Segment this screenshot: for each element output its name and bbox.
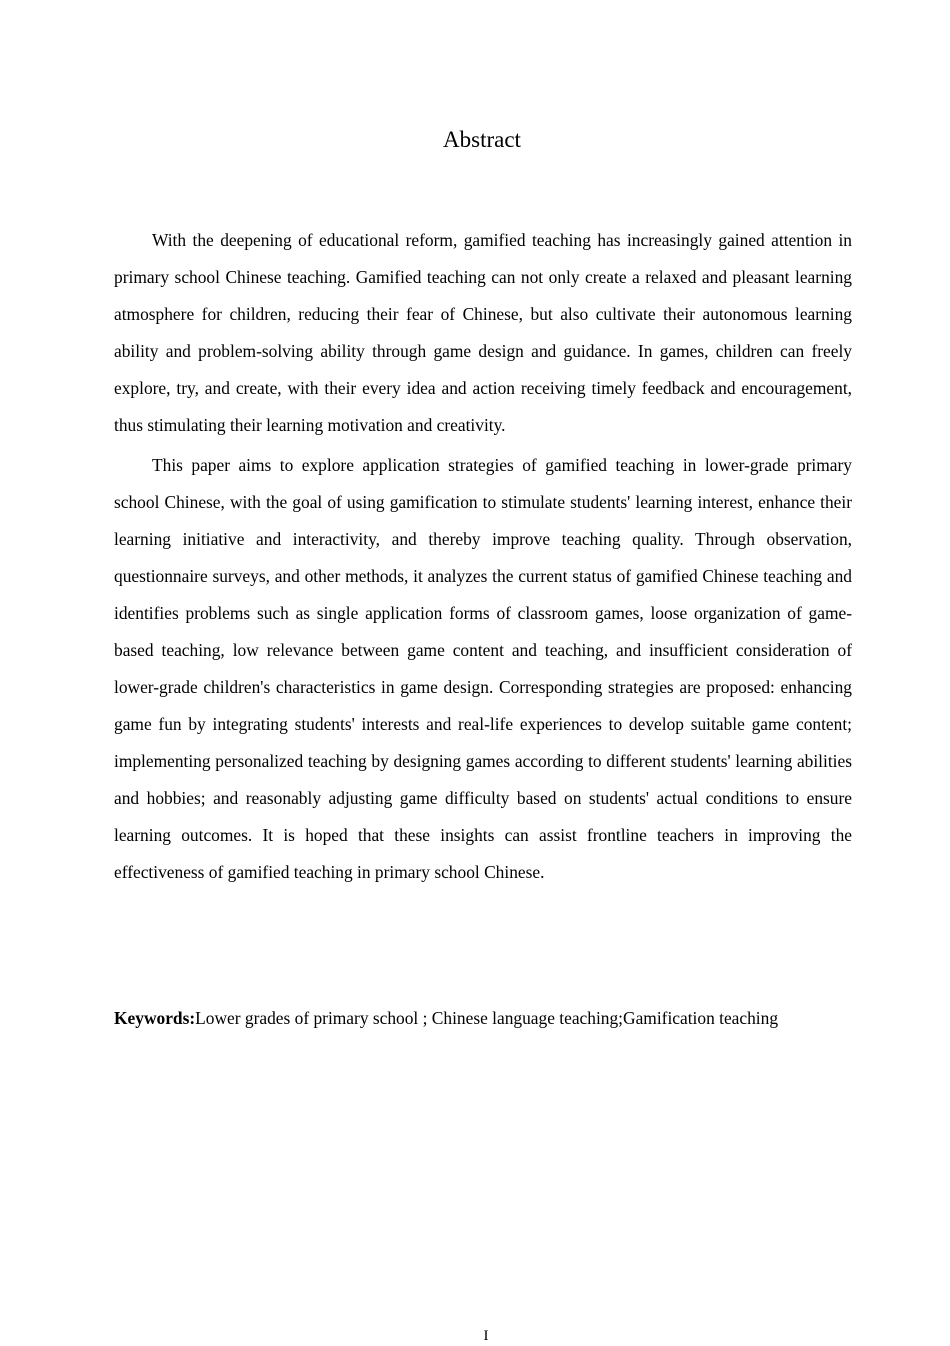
keywords-label: Keywords: bbox=[114, 1008, 196, 1028]
abstract-paragraph-1: With the deepening of educational reform, gamified teaching has increasingly gained attention in primary school Chinese teaching. Gamified teaching can not only create a relaxed and pleasant learning atmosphere for children, reducing their fear of Chinese, but also cultivate their autonomous learning ability and problem-solving ability through game design and guidance. In games, children can freely explore, try, and create, with their every idea and action receiving timely feedback and encouragement, thus stimulating their learning motivation and creativity. bbox=[114, 230, 852, 435]
abstract-body bbox=[114, 222, 852, 894]
keywords-line bbox=[114, 1003, 874, 1033]
keywords-text: Lower grades of primary school ; Chinese language teaching;Gamification teaching bbox=[195, 1008, 779, 1028]
page-number: I bbox=[483, 1328, 489, 1344]
abstract-paragraph-2: This paper aims to explore application strategies of gamified teaching in lower-grade primary school Chinese, with the goal of using gamification to stimulate students' learning interest, enhance their learning initiative and interactivity, and thereby improve teaching quality. Through observation, questionnaire surveys, and other methods, it analyzes the current status of gamified Chinese teaching and identifies problems such as single application forms of classroom games, loose organization of game-based teaching, low relevance between game content and teaching, and insufficient consideration of lower-grade children's characteristics in game design. Corresponding strategies are proposed: enhancing game fun by integrating students' interests and real-life experiences to develop suitable game content; implementing personalized teaching by designing games according to different students' learning abilities and hobbies; and reasonably adjusting game difficulty based on students' actual conditions to ensure learning outcomes. It is hoped that these insights can assist frontline teachers in improving the effectiveness of gamified teaching in primary school Chinese. bbox=[114, 455, 852, 882]
abstract-title: Abstract bbox=[443, 127, 521, 152]
